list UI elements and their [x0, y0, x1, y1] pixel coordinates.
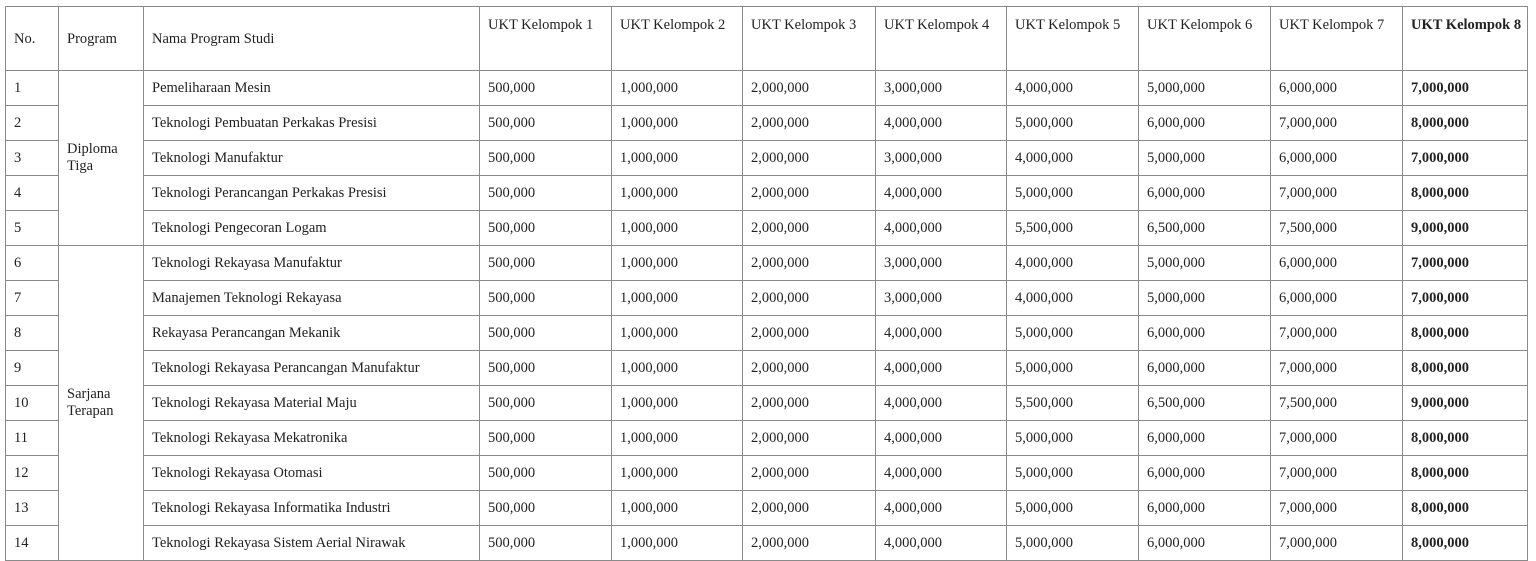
cell-ukt-group-4: 4,000,000	[876, 176, 1007, 211]
cell-ukt-group-8: 9,000,000	[1403, 386, 1528, 421]
cell-ukt-group-1: 500,000	[480, 526, 612, 561]
cell-ukt-group-2: 1,000,000	[612, 211, 743, 246]
cell-ukt-group-2: 1,000,000	[612, 141, 743, 176]
cell-ukt-group-1: 500,000	[480, 491, 612, 526]
header-ukt-group-3: UKT Kelompok 3	[743, 7, 876, 71]
cell-program-name: Teknologi Rekayasa Perancangan Manufaktur	[144, 351, 480, 386]
cell-ukt-group-2: 1,000,000	[612, 386, 743, 421]
cell-ukt-group-7: 7,000,000	[1271, 351, 1403, 386]
cell-ukt-group-5: 5,500,000	[1007, 386, 1139, 421]
cell-ukt-group-5: 4,000,000	[1007, 246, 1139, 281]
header-program: Program	[59, 7, 144, 71]
cell-no: 2	[6, 106, 59, 141]
cell-ukt-group-8: 9,000,000	[1403, 211, 1528, 246]
cell-ukt-group-7: 7,000,000	[1271, 316, 1403, 351]
cell-ukt-group-7: 6,000,000	[1271, 71, 1403, 106]
cell-ukt-group-3: 2,000,000	[743, 71, 876, 106]
header-row	[6, 7, 1528, 71]
cell-no: 10	[6, 386, 59, 421]
cell-ukt-group-7: 6,000,000	[1271, 141, 1403, 176]
cell-ukt-group-5: 4,000,000	[1007, 281, 1139, 316]
cell-program: Sarjana Terapan	[59, 246, 144, 561]
header-ukt-group-6: UKT Kelompok 6	[1139, 7, 1271, 71]
cell-ukt-group-3: 2,000,000	[743, 246, 876, 281]
cell-ukt-group-4: 4,000,000	[876, 351, 1007, 386]
cell-program-name: Teknologi Perancangan Perkakas Presisi	[144, 176, 480, 211]
cell-ukt-group-7: 7,000,000	[1271, 526, 1403, 561]
cell-ukt-group-1: 500,000	[480, 316, 612, 351]
cell-ukt-group-7: 6,000,000	[1271, 246, 1403, 281]
cell-ukt-group-6: 5,000,000	[1139, 141, 1271, 176]
header-ukt-group-5: UKT Kelompok 5	[1007, 7, 1139, 71]
cell-ukt-group-4: 4,000,000	[876, 211, 1007, 246]
cell-ukt-group-2: 1,000,000	[612, 176, 743, 211]
cell-ukt-group-4: 4,000,000	[876, 421, 1007, 456]
cell-program-name: Teknologi Rekayasa Otomasi	[144, 456, 480, 491]
cell-no: 9	[6, 351, 59, 386]
cell-no: 11	[6, 421, 59, 456]
cell-ukt-group-8: 8,000,000	[1403, 491, 1528, 526]
header-program-name: Nama Program Studi	[144, 7, 480, 71]
cell-program-name: Rekayasa Perancangan Mekanik	[144, 316, 480, 351]
cell-no: 12	[6, 456, 59, 491]
cell-ukt-group-2: 1,000,000	[612, 421, 743, 456]
cell-ukt-group-1: 500,000	[480, 456, 612, 491]
cell-ukt-group-1: 500,000	[480, 211, 612, 246]
table-row	[6, 211, 1528, 246]
cell-ukt-group-2: 1,000,000	[612, 71, 743, 106]
cell-ukt-group-1: 500,000	[480, 106, 612, 141]
cell-ukt-group-2: 1,000,000	[612, 351, 743, 386]
cell-ukt-group-6: 6,000,000	[1139, 491, 1271, 526]
cell-ukt-group-3: 2,000,000	[743, 106, 876, 141]
cell-program-name: Teknologi Rekayasa Manufaktur	[144, 246, 480, 281]
cell-ukt-group-4: 3,000,000	[876, 71, 1007, 106]
table-row	[6, 246, 1528, 281]
cell-ukt-group-3: 2,000,000	[743, 491, 876, 526]
cell-no: 7	[6, 281, 59, 316]
cell-ukt-group-8: 8,000,000	[1403, 316, 1528, 351]
cell-ukt-group-6: 5,000,000	[1139, 71, 1271, 106]
cell-ukt-group-4: 4,000,000	[876, 526, 1007, 561]
cell-program-name: Teknologi Rekayasa Informatika Industri	[144, 491, 480, 526]
cell-ukt-group-5: 5,000,000	[1007, 176, 1139, 211]
table-row	[6, 351, 1528, 386]
cell-program-name: Teknologi Pembuatan Perkakas Presisi	[144, 106, 480, 141]
cell-program-name: Pemeliharaan Mesin	[144, 71, 480, 106]
header-ukt-group-7: UKT Kelompok 7	[1271, 7, 1403, 71]
cell-ukt-group-2: 1,000,000	[612, 316, 743, 351]
cell-ukt-group-1: 500,000	[480, 386, 612, 421]
ukt-fee-table	[5, 6, 1528, 561]
cell-ukt-group-2: 1,000,000	[612, 456, 743, 491]
cell-ukt-group-4: 4,000,000	[876, 491, 1007, 526]
cell-ukt-group-6: 5,000,000	[1139, 281, 1271, 316]
cell-ukt-group-6: 5,000,000	[1139, 246, 1271, 281]
cell-ukt-group-3: 2,000,000	[743, 316, 876, 351]
cell-no: 4	[6, 176, 59, 211]
table-row	[6, 141, 1528, 176]
cell-ukt-group-4: 4,000,000	[876, 316, 1007, 351]
header-ukt-group-1: UKT Kelompok 1	[480, 7, 612, 71]
cell-ukt-group-4: 3,000,000	[876, 141, 1007, 176]
cell-ukt-group-4: 4,000,000	[876, 106, 1007, 141]
cell-no: 3	[6, 141, 59, 176]
cell-ukt-group-8: 7,000,000	[1403, 246, 1528, 281]
cell-ukt-group-5: 5,000,000	[1007, 491, 1139, 526]
cell-program-name: Teknologi Rekayasa Material Maju	[144, 386, 480, 421]
cell-ukt-group-8: 8,000,000	[1403, 456, 1528, 491]
cell-ukt-group-2: 1,000,000	[612, 526, 743, 561]
cell-ukt-group-2: 1,000,000	[612, 491, 743, 526]
cell-ukt-group-1: 500,000	[480, 141, 612, 176]
cell-ukt-group-6: 6,000,000	[1139, 421, 1271, 456]
cell-ukt-group-5: 5,000,000	[1007, 351, 1139, 386]
cell-no: 1	[6, 71, 59, 106]
cell-ukt-group-5: 5,000,000	[1007, 421, 1139, 456]
cell-ukt-group-6: 6,000,000	[1139, 176, 1271, 211]
table-row	[6, 176, 1528, 211]
cell-ukt-group-5: 5,000,000	[1007, 456, 1139, 491]
cell-ukt-group-6: 6,000,000	[1139, 456, 1271, 491]
table-row	[6, 281, 1528, 316]
cell-ukt-group-6: 6,000,000	[1139, 526, 1271, 561]
cell-ukt-group-3: 2,000,000	[743, 386, 876, 421]
cell-no: 6	[6, 246, 59, 281]
table-body	[6, 71, 1528, 561]
cell-ukt-group-4: 4,000,000	[876, 456, 1007, 491]
cell-program-name: Teknologi Rekayasa Sistem Aerial Nirawak	[144, 526, 480, 561]
cell-ukt-group-5: 5,000,000	[1007, 316, 1139, 351]
table-row	[6, 526, 1528, 561]
cell-program-name: Teknologi Pengecoran Logam	[144, 211, 480, 246]
cell-ukt-group-6: 6,000,000	[1139, 106, 1271, 141]
table-row	[6, 316, 1528, 351]
cell-ukt-group-7: 7,000,000	[1271, 421, 1403, 456]
cell-ukt-group-7: 6,000,000	[1271, 281, 1403, 316]
cell-ukt-group-4: 4,000,000	[876, 386, 1007, 421]
cell-ukt-group-1: 500,000	[480, 176, 612, 211]
cell-ukt-group-3: 2,000,000	[743, 211, 876, 246]
cell-ukt-group-3: 2,000,000	[743, 176, 876, 211]
cell-ukt-group-8: 8,000,000	[1403, 351, 1528, 386]
cell-ukt-group-1: 500,000	[480, 246, 612, 281]
cell-ukt-group-2: 1,000,000	[612, 246, 743, 281]
cell-ukt-group-4: 3,000,000	[876, 281, 1007, 316]
cell-program-name: Teknologi Manufaktur	[144, 141, 480, 176]
table-header	[6, 7, 1528, 71]
cell-program-name: Teknologi Rekayasa Mekatronika	[144, 421, 480, 456]
cell-ukt-group-1: 500,000	[480, 71, 612, 106]
cell-program: Diploma Tiga	[59, 71, 144, 246]
cell-ukt-group-4: 3,000,000	[876, 246, 1007, 281]
header-ukt-group-4: UKT Kelompok 4	[876, 7, 1007, 71]
cell-ukt-group-8: 7,000,000	[1403, 141, 1528, 176]
cell-ukt-group-5: 5,500,000	[1007, 211, 1139, 246]
cell-ukt-group-1: 500,000	[480, 281, 612, 316]
cell-ukt-group-7: 7,000,000	[1271, 491, 1403, 526]
cell-ukt-group-5: 5,000,000	[1007, 526, 1139, 561]
table-row	[6, 71, 1528, 106]
table-row	[6, 456, 1528, 491]
header-ukt-group-2: UKT Kelompok 2	[612, 7, 743, 71]
table-row	[6, 421, 1528, 456]
table-row	[6, 106, 1528, 141]
cell-ukt-group-8: 7,000,000	[1403, 71, 1528, 106]
cell-ukt-group-8: 8,000,000	[1403, 176, 1528, 211]
cell-ukt-group-2: 1,000,000	[612, 281, 743, 316]
cell-ukt-group-7: 7,000,000	[1271, 176, 1403, 211]
cell-no: 13	[6, 491, 59, 526]
cell-ukt-group-8: 8,000,000	[1403, 526, 1528, 561]
cell-ukt-group-5: 4,000,000	[1007, 71, 1139, 106]
ukt-table-container	[5, 6, 1528, 561]
cell-ukt-group-7: 7,500,000	[1271, 211, 1403, 246]
cell-no: 14	[6, 526, 59, 561]
cell-ukt-group-7: 7,000,000	[1271, 456, 1403, 491]
cell-ukt-group-3: 2,000,000	[743, 281, 876, 316]
cell-ukt-group-3: 2,000,000	[743, 421, 876, 456]
cell-ukt-group-3: 2,000,000	[743, 526, 876, 561]
cell-ukt-group-3: 2,000,000	[743, 351, 876, 386]
cell-ukt-group-5: 5,000,000	[1007, 106, 1139, 141]
cell-ukt-group-8: 8,000,000	[1403, 421, 1528, 456]
cell-program-name: Manajemen Teknologi Rekayasa	[144, 281, 480, 316]
cell-ukt-group-2: 1,000,000	[612, 106, 743, 141]
cell-ukt-group-5: 4,000,000	[1007, 141, 1139, 176]
cell-ukt-group-3: 2,000,000	[743, 456, 876, 491]
cell-ukt-group-1: 500,000	[480, 351, 612, 386]
cell-ukt-group-7: 7,000,000	[1271, 106, 1403, 141]
table-row	[6, 386, 1528, 421]
cell-ukt-group-3: 2,000,000	[743, 141, 876, 176]
cell-no: 5	[6, 211, 59, 246]
header-no: No.	[6, 7, 59, 71]
cell-no: 8	[6, 316, 59, 351]
header-ukt-group-8: UKT Kelompok 8	[1403, 7, 1528, 71]
cell-ukt-group-1: 500,000	[480, 421, 612, 456]
cell-ukt-group-8: 7,000,000	[1403, 281, 1528, 316]
cell-ukt-group-8: 8,000,000	[1403, 106, 1528, 141]
cell-ukt-group-6: 6,000,000	[1139, 316, 1271, 351]
cell-ukt-group-7: 7,500,000	[1271, 386, 1403, 421]
table-row	[6, 491, 1528, 526]
cell-ukt-group-6: 6,500,000	[1139, 386, 1271, 421]
cell-ukt-group-6: 6,000,000	[1139, 351, 1271, 386]
cell-ukt-group-6: 6,500,000	[1139, 211, 1271, 246]
